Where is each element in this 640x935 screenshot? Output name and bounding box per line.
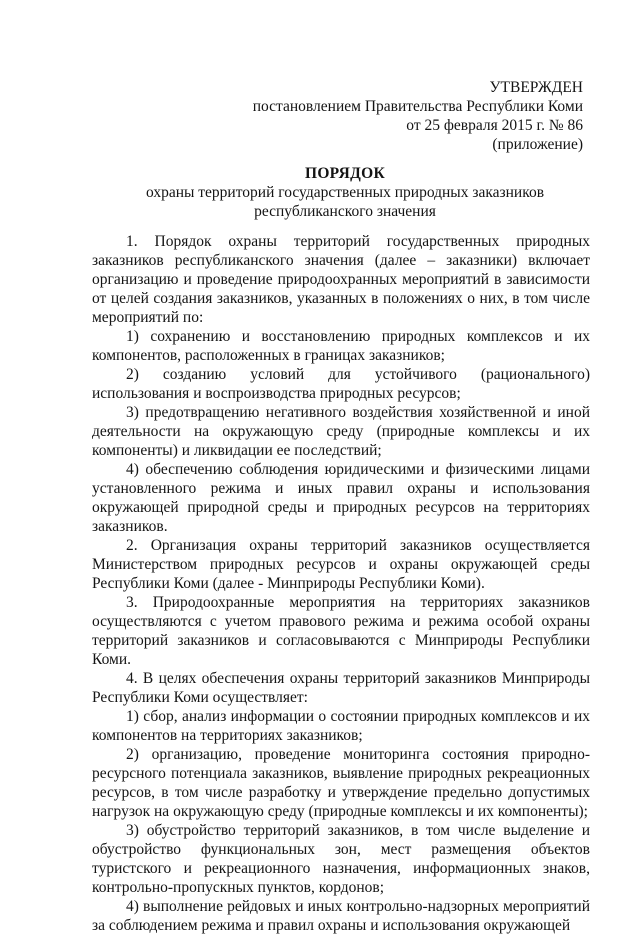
- paragraph-1-item-3: 3) предотвращению негативного воздействия хозяйственной и иной деятельности на окружающую среду (природные комплексы и их компоненты) и ликвидации ее последствий;: [92, 404, 590, 459]
- paragraph-4-item-3: 3) обустройство территорий заказников, в том числе выделение и обустройство функциональных зон, мест размещения объектов туристского и рекреационного назначения, информационных знаков, контрольно-пропускных пунктов, кордонов;: [92, 822, 590, 896]
- approval-heading: УТВЕРЖДЕН: [489, 79, 583, 96]
- approval-appendix-note: (приложение): [492, 136, 583, 153]
- document-subtitle-line-1: охраны территорий государственных природных заказников: [145, 184, 545, 201]
- paragraph-4-item-4: 4) выполнение рейдовых и иных контрольно-надзорных мероприятий за соблюдением режима и правил охраны и использования окружающей: [92, 898, 590, 934]
- paragraph-1-item-2: 2) созданию условий для устойчивого (рационального) использования и воспроизводства природных ресурсов;: [92, 366, 590, 402]
- approval-date-number: от 25 февраля 2015 г. № 86: [406, 117, 583, 134]
- paragraph-4: 4. В целях обеспечения охраны территорий заказников Минприроды Республики Коми осуществляет:: [92, 670, 590, 706]
- paragraph-1: 1. Порядок охраны территорий государственных природных заказников республиканского значения (далее – заказники) включает организацию и проведение природоохранных мероприятий в зависимости от целей создания заказников, указанных в положениях о них, в том числе мероприятий по:: [92, 233, 590, 326]
- paragraph-1-item-1: 1) сохранению и восстановлению природных комплексов и их компонентов, расположенных в границах заказников;: [92, 328, 590, 364]
- document-body: [92, 232, 590, 935]
- approval-resolution: постановлением Правительства Республики Коми: [252, 98, 583, 115]
- paragraph-3: 3. Природоохранные мероприятия на территориях заказников осуществляются с учетом правового режима и режима особой охраны территорий заказников и согласовываются с Минприроды Республики Коми.: [92, 594, 590, 668]
- document-subtitle-line-2: республиканского значения: [254, 203, 436, 220]
- document-title: ПОРЯДОК: [304, 165, 386, 182]
- paragraph-4-item-1: 1) сбор, анализ информации о состоянии природных комплексов и их компонентов на территориях заказников;: [92, 708, 590, 744]
- paragraph-1-item-4: 4) обеспечению соблюдения юридическими и физическими лицами установленного режима и иных правил охраны и использования окружающей природной среды и природных ресурсов на территориях заказников.: [92, 461, 590, 535]
- paragraph-4-item-2: 2) организацию, проведение мониторинга состояния природно-ресурсного потенциала заказников, выявление природных рекреационных ресурсов, в том числе разработку и утверждение предельно допустимых нагрузок на окружающую среду (природные комплексы и их компоненты);: [92, 746, 590, 820]
- approval-stamp-block: [253, 78, 583, 154]
- paragraph-2: 2. Организация охраны территорий заказников осуществляется Министерством природных ресурсов и охраны окружающей среды Республики Коми (далее - Минприроды Республики Коми).: [92, 537, 590, 592]
- document-title-block: [100, 164, 590, 221]
